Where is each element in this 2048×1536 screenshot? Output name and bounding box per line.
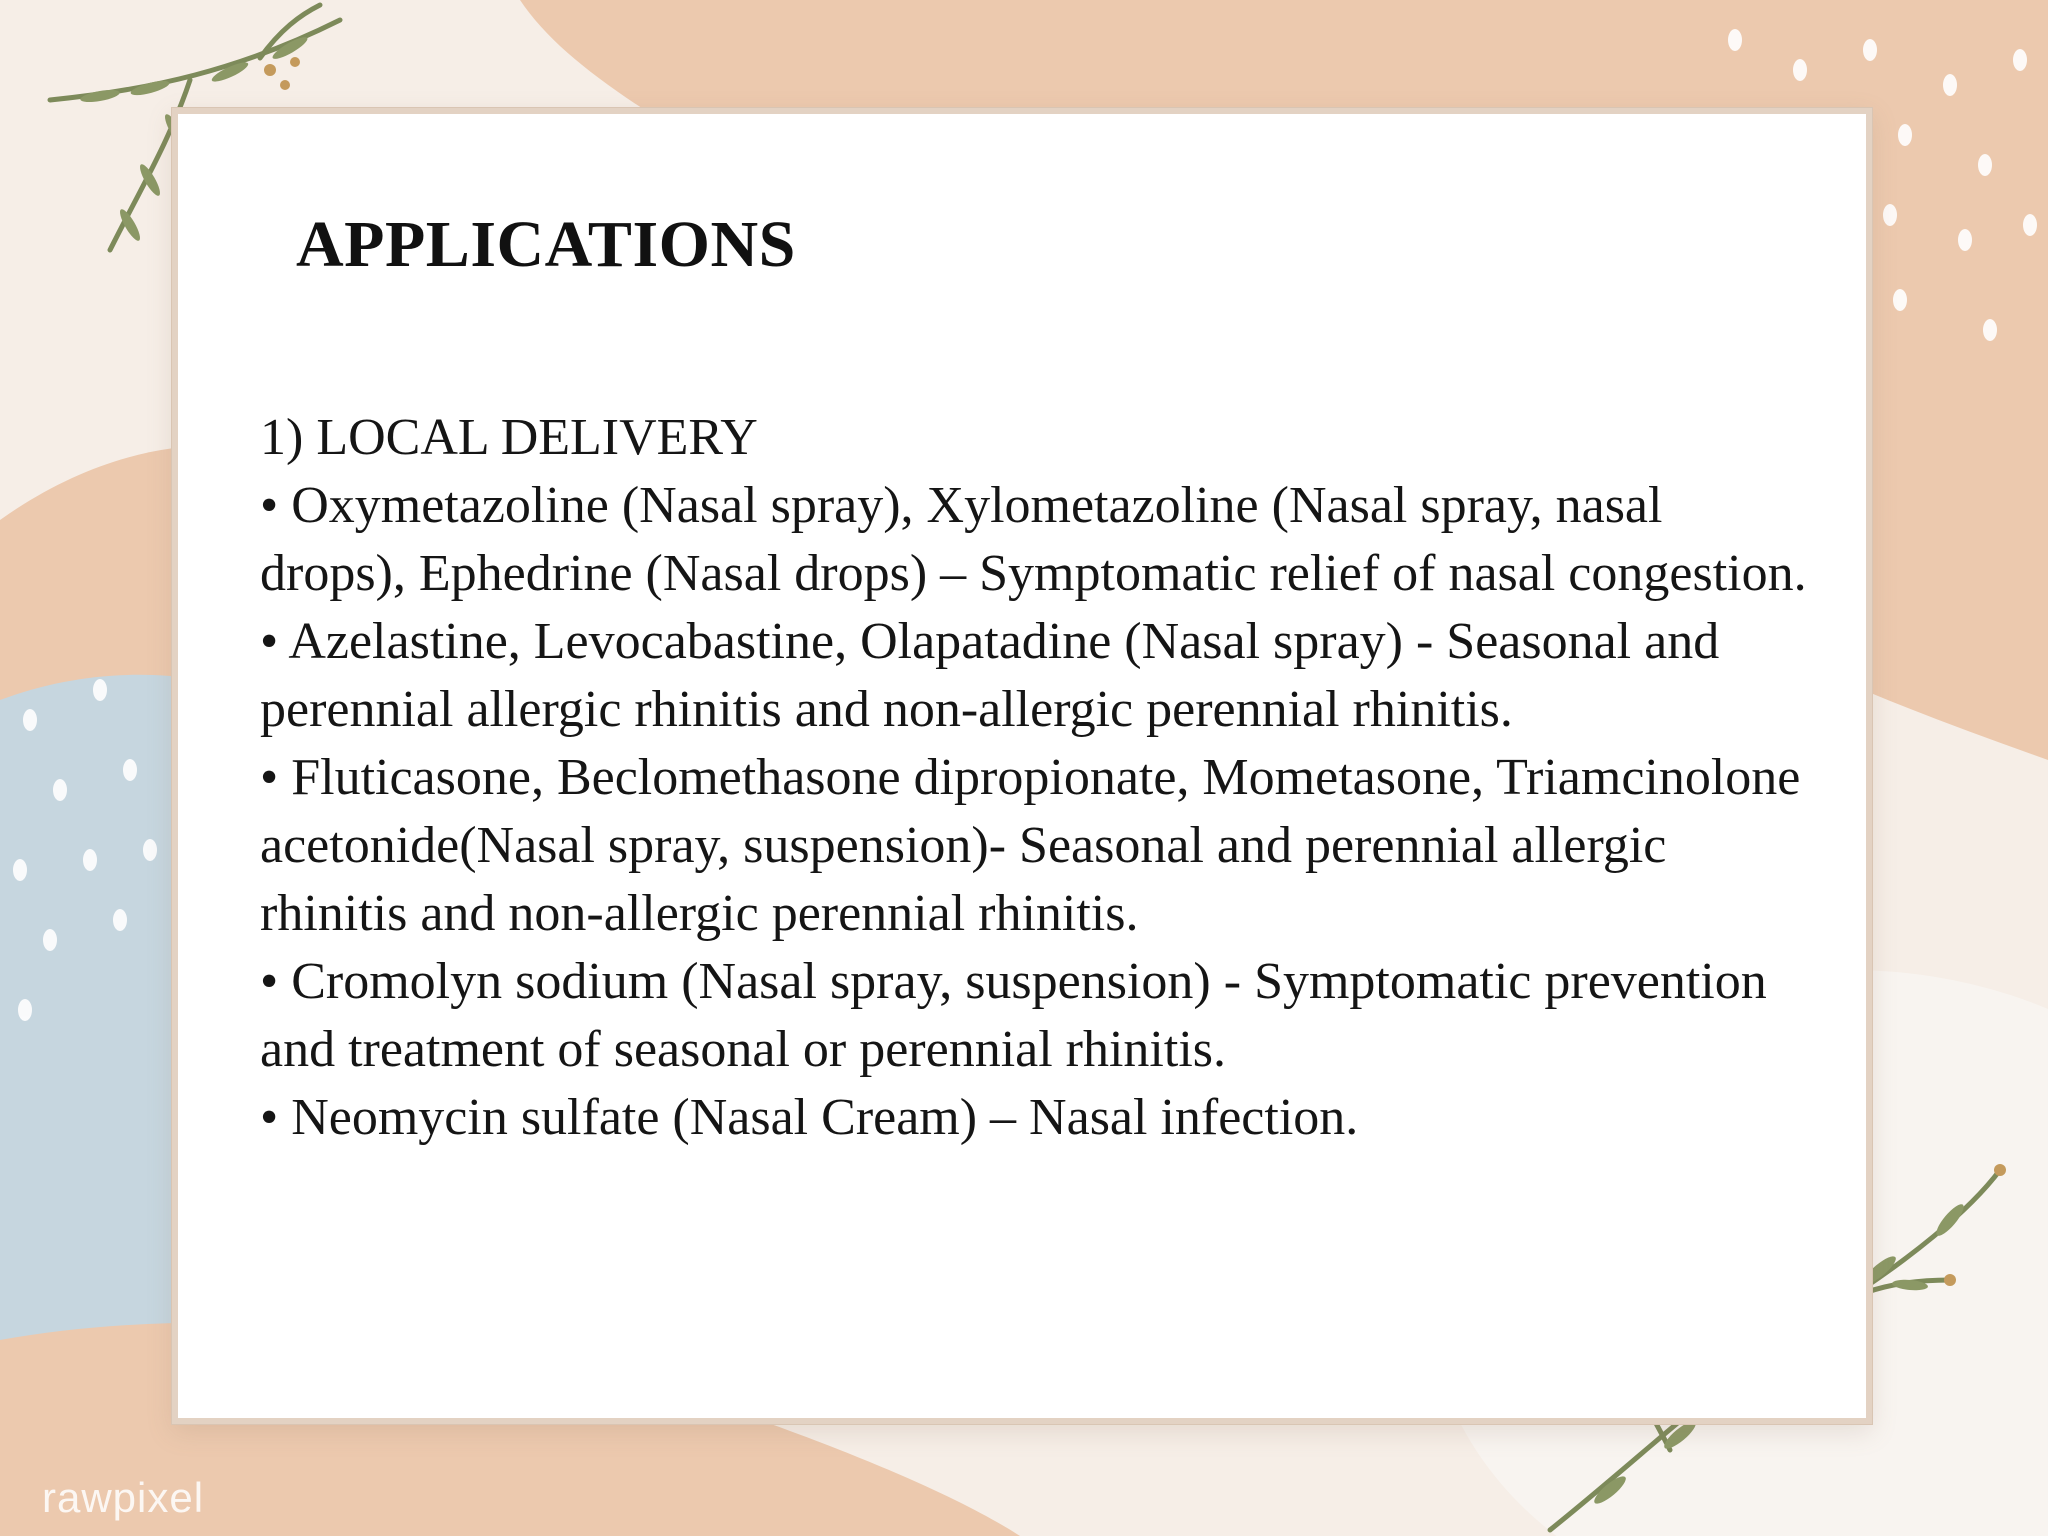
bullet-item: • Fluticasone, Beclomethasone dipropionate, Mometasone, Triamcinolone acetonide(Nasal spray, suspension)- Seasonal and perennial allergic rhinitis and non-allergic perennial rhinitis. (260, 749, 1801, 942)
bullet-item: • Oxymetazoline (Nasal spray), Xylometazoline (Nasal spray, nasal drops), Ephedrine (Nasal drops) – Symptomatic relief of nasal congestion. (260, 477, 1807, 602)
bullet-item: • Azelastine, Levocabastine, Olapatadine (Nasal spray) - Seasonal and perennial allergic rhinitis and non-allergic perennial rhinitis. (260, 613, 1720, 738)
watermark-logo: rawpixel (42, 1474, 205, 1521)
section-heading: 1) LOCAL DELIVERY (260, 409, 758, 466)
slide-body (260, 404, 1820, 1152)
slide-title: APPLICATIONS (296, 208, 796, 281)
bullet-item: • Neomycin sulfate (Nasal Cream) – Nasal infection. (260, 1089, 1359, 1146)
bullet-item: • Cromolyn sodium (Nasal spray, suspension) - Symptomatic prevention and treatment of seasonal or perennial rhinitis. (260, 953, 1767, 1078)
